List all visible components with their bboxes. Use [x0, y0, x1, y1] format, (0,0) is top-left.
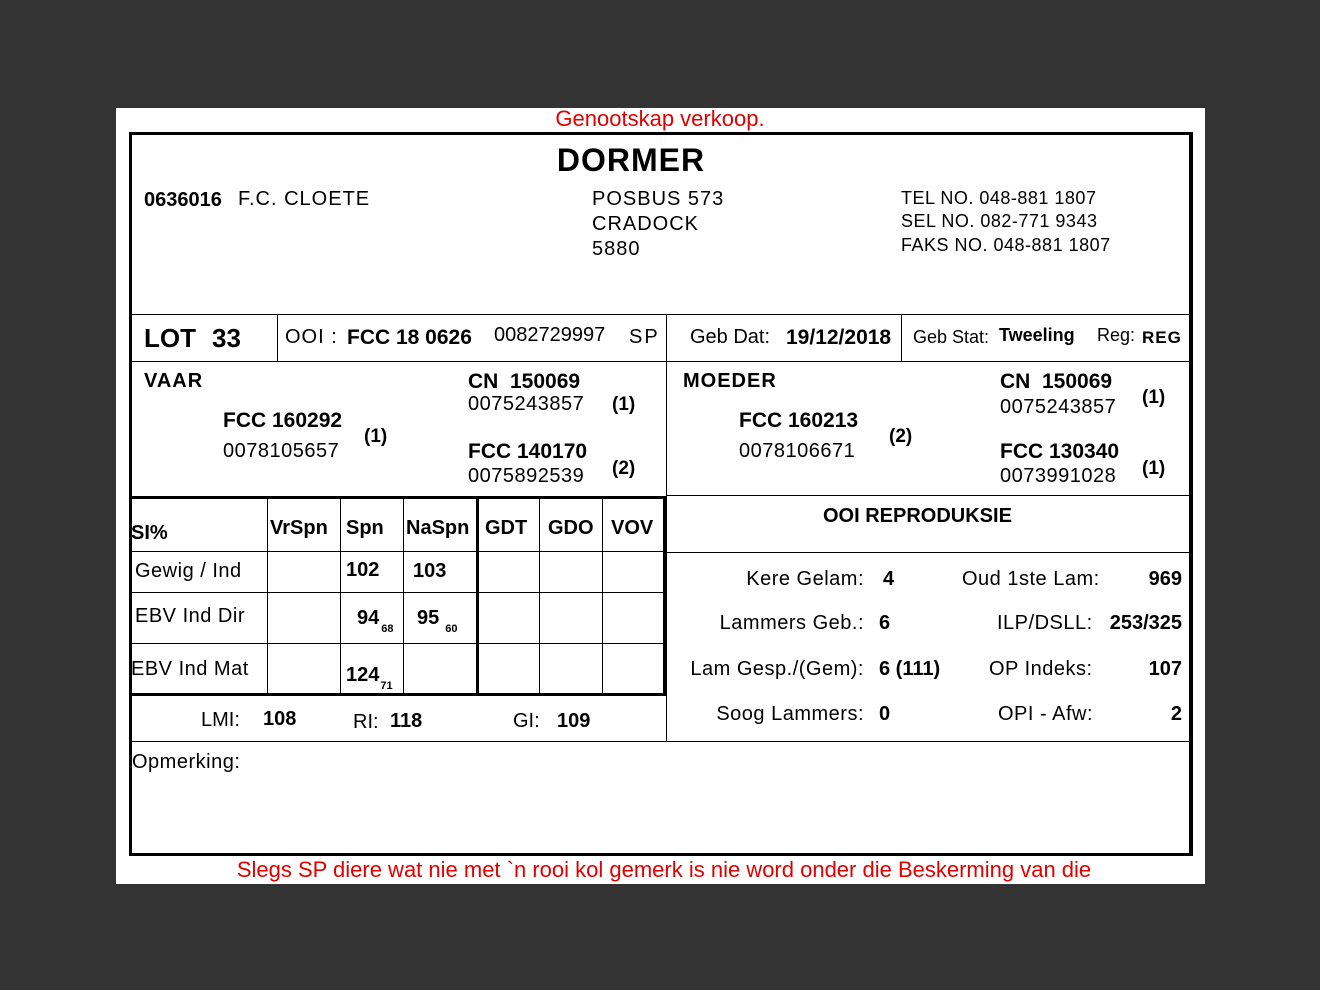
- moeder-sire-number: 0075243857: [1000, 396, 1117, 418]
- repro-right-value: 107: [1148, 658, 1182, 680]
- vaar-dam-number: 0075892539: [468, 465, 585, 487]
- repro-right-label: OPI - Afw:: [998, 703, 1094, 725]
- si-value-sub: 60: [445, 623, 458, 635]
- vaar-dam-id: FCC 140170: [468, 440, 588, 463]
- lot-label: LOT: [144, 323, 196, 353]
- si-table-border: [129, 693, 666, 696]
- lmi-label: LMI:: [201, 709, 240, 731]
- card-border-right: [1189, 132, 1193, 856]
- reg-label: Reg:: [1097, 325, 1136, 345]
- moeder-number: 0078106671: [739, 440, 856, 462]
- divider: [666, 741, 1189, 742]
- card-border-bottom: [129, 853, 1193, 856]
- divider: [277, 314, 278, 361]
- vaar-sire-number: 0075243857: [468, 393, 585, 415]
- vaar-id: FCC 160292: [223, 409, 343, 432]
- si-table-border: [476, 496, 479, 696]
- repro-left-label: Soog Lammers:: [716, 703, 864, 725]
- si-value: 95: [417, 607, 440, 629]
- gi-value: 109: [557, 710, 591, 732]
- si-value-sub: 71: [380, 680, 393, 692]
- repro-left-label: Kere Gelam:: [746, 568, 864, 590]
- si-row-label: EBV Ind Dir: [135, 605, 245, 627]
- geb-stat: Tweeling: [999, 325, 1075, 345]
- moeder-sire-id: CN 150069: [1000, 370, 1113, 393]
- divider: [132, 741, 666, 742]
- si-table-border: [129, 496, 666, 499]
- repro-right-value: 969: [1148, 568, 1182, 590]
- notice-bottom: Slegs SP diere wat nie met `n rooi kol gemerk is nie word onder die Beskerming van die: [236, 857, 1092, 882]
- contact-line: SEL NO. 082-771 9343: [901, 211, 1098, 231]
- ooi-number: 0082729997: [494, 324, 606, 346]
- si-value: 94: [357, 607, 380, 629]
- contact-line: FAKS NO. 048-881 1807: [901, 235, 1111, 255]
- breed-title: DORMER: [556, 142, 706, 178]
- si-table-line: [132, 643, 666, 644]
- address-line: 5880: [592, 238, 641, 260]
- notice-top: Genootskap verkoop.: [555, 106, 765, 131]
- repro-right-label: Oud 1ste Lam:: [962, 568, 1100, 590]
- divider: [666, 314, 667, 742]
- contact-line: TEL NO. 048-881 1807: [901, 188, 1097, 208]
- address-line: POSBUS 573: [592, 188, 725, 210]
- si-table-line: [602, 499, 603, 693]
- divider: [666, 495, 1189, 496]
- card-border-top: [129, 132, 1193, 135]
- divider: [132, 361, 1189, 362]
- si-header-gdt: GDT: [485, 517, 528, 539]
- geb-dat-label: Geb Dat:: [690, 326, 771, 348]
- moeder-count: (2): [889, 426, 913, 447]
- ooi-id: FCC 18 0626: [347, 326, 472, 349]
- ri-label: RI:: [353, 711, 379, 733]
- remarks-label: Opmerking:: [132, 751, 241, 773]
- si-table-line: [132, 592, 666, 593]
- si-table-line: [132, 551, 666, 552]
- si-row-label: Gewig / Ind: [135, 560, 242, 582]
- lot-number: 33: [212, 323, 241, 353]
- ri-value: 118: [390, 710, 423, 732]
- si-table-line: [267, 499, 268, 693]
- moeder-dam-count: (1): [1142, 458, 1166, 479]
- ooi-label: OOI :: [285, 326, 338, 348]
- repro-left-value: 4: [883, 568, 895, 590]
- moeder-id: FCC 160213: [739, 409, 859, 432]
- vaar-sire-id: CN 150069: [468, 370, 581, 393]
- si-header-spn: Spn: [346, 517, 384, 539]
- moeder-label: MOEDER: [683, 370, 777, 392]
- gi-label: GI:: [513, 710, 540, 732]
- moeder-dam-number: 0073991028: [1000, 465, 1117, 487]
- card-border-left: [129, 132, 132, 856]
- vaar-dam-count: (2): [612, 458, 636, 479]
- si-row-spn: [357, 607, 394, 635]
- divider: [132, 314, 1189, 315]
- si-table-border: [663, 496, 666, 696]
- divider: [666, 552, 1189, 553]
- si-row-naspn: 103: [413, 560, 447, 582]
- si-table-line: [340, 499, 341, 693]
- repro-right-label: ILP/DSLL:: [997, 612, 1093, 634]
- si-header-gdo: GDO: [548, 517, 594, 539]
- si-header-label: SI%: [131, 522, 168, 544]
- lmi-value: 108: [263, 708, 297, 730]
- repro-left-label: Lammers Geb.:: [719, 612, 864, 634]
- si-value-sub: 68: [381, 623, 394, 635]
- geb-dat: 19/12/2018: [786, 326, 892, 349]
- ooi-class: SP: [629, 326, 660, 348]
- geb-stat-label: Geb Stat:: [913, 327, 990, 347]
- si-header-naspn: NaSpn: [406, 517, 470, 539]
- vaar-sire-count: (1): [612, 394, 636, 415]
- si-row-spn: 102: [346, 559, 380, 581]
- breeder-name: F.C. CLOETE: [238, 188, 371, 210]
- repro-left-value: 0: [879, 703, 891, 725]
- si-table-line: [539, 499, 540, 693]
- address-line: CRADOCK: [592, 213, 700, 235]
- vaar-count: (1): [364, 426, 388, 447]
- repro-left-value: 6: [879, 612, 891, 634]
- repro-right-value: 2: [1170, 703, 1182, 725]
- si-header-vov: VOV: [611, 517, 654, 539]
- repro-right-label: OP Indeks:: [989, 658, 1093, 680]
- vaar-label: VAAR: [144, 370, 204, 392]
- si-value: 124: [346, 664, 380, 686]
- reproduction-title: OOI REPRODUKSIE: [823, 505, 1012, 527]
- repro-left-value: 6 (111): [879, 658, 941, 680]
- repro-left-label: Lam Gesp./(Gem):: [690, 658, 864, 680]
- si-row-label: EBV Ind Mat: [131, 658, 249, 680]
- vaar-number: 0078105657: [223, 440, 340, 462]
- moeder-dam-id: FCC 130340: [1000, 440, 1120, 463]
- si-header-vrspn: VrSpn: [270, 517, 328, 539]
- repro-right-value: 253/325: [1109, 612, 1182, 634]
- si-row-naspn: [417, 607, 458, 635]
- moeder-sire-count: (1): [1142, 387, 1166, 408]
- si-row-spn: [346, 664, 393, 692]
- si-table-line: [403, 499, 404, 693]
- reg-value: REG: [1142, 328, 1182, 347]
- divider: [901, 314, 902, 361]
- breeder-code: 0636016: [144, 189, 222, 211]
